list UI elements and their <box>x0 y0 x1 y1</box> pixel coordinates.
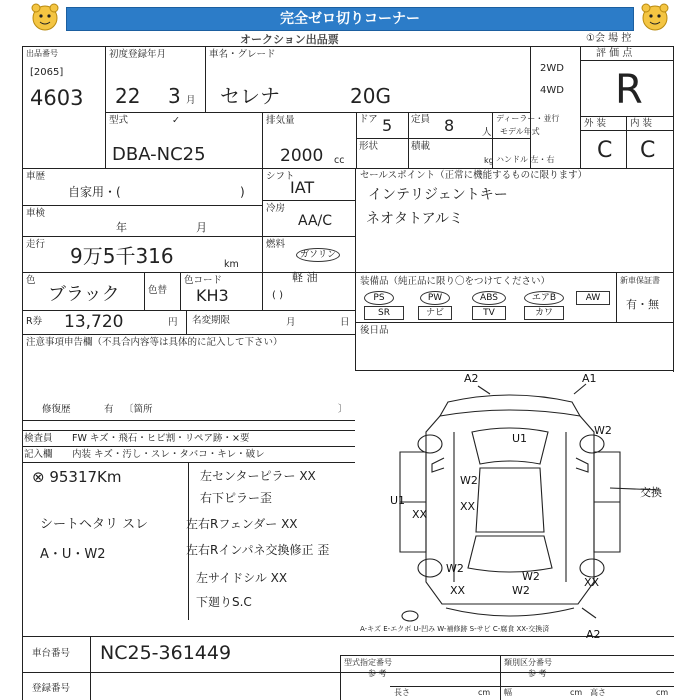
first-reg-year: 22 <box>115 84 141 108</box>
reg-expiry-day: 日 <box>340 317 350 328</box>
doors-value: 5 <box>382 116 393 135</box>
mark-xx-left: XX <box>412 508 428 521</box>
diagram-legend: A-キズ E-エクボ U-凹み W-補修跡 S-サビ C-腐食 XX-交換済 <box>360 625 550 633</box>
warranty-value: 有・無 <box>626 298 659 311</box>
model-label: 型式 <box>109 115 129 126</box>
remark-left-2: シートヘタリ スレ <box>40 517 149 532</box>
banner-title: 完全ゼロ切りコーナー <box>66 7 634 31</box>
inspector-values-1: FW キズ・飛石・ヒビ割・リペア跡・×要 <box>72 433 250 444</box>
load-unit: kg <box>484 156 494 165</box>
remark-right-6: 下廻りS.C <box>196 595 252 609</box>
score-value: R <box>615 67 643 113</box>
sales-point-label: セールスポイント（正常に機能するものに限ります） <box>360 170 588 181</box>
special-ref: 参 考 <box>368 669 387 678</box>
inspector-label-1: 検査員 <box>24 433 53 444</box>
back-seat-label: 後日品 <box>360 325 389 336</box>
displacement-value: 2000 <box>280 146 324 166</box>
lot-label: 出品番号 <box>26 49 58 58</box>
special-label: 型式指定番号 <box>344 658 392 667</box>
mark-a2-front: A2 <box>464 372 479 385</box>
car-grade: 20G <box>350 84 391 108</box>
warranty-label: 新車保証書 <box>620 276 660 285</box>
recycle-value: 13,720 <box>64 312 124 332</box>
remark-left-1: ⊗ 95317Km <box>32 468 122 486</box>
mark-xx-rear-left: XX <box>450 584 466 597</box>
repair-place: 〔箇所 <box>124 404 153 415</box>
mascot-right-icon <box>638 2 672 34</box>
car-name-label: 車名・グレード <box>209 49 276 60</box>
car-type-label: 車歴 <box>26 171 46 182</box>
mark-a1-front: A1 <box>582 372 597 385</box>
notes-label: 注意事項申告欄（不具合内容等は具体的に記入して下さい） <box>26 337 283 348</box>
lot-code: [2065] <box>30 67 64 78</box>
color-code-label: 色コード <box>184 275 223 286</box>
recycle-label: R券 <box>26 316 43 327</box>
aircon-label: 冷房 <box>266 203 286 214</box>
mark-w2-trunk: W2 <box>512 584 530 597</box>
steering-label: ハンドル 左・右 <box>496 155 555 164</box>
drive-2wd: 2WD <box>540 63 564 74</box>
equip-airbag: エアB <box>524 291 564 305</box>
remark-right-5: 左サイドシル XX <box>196 571 288 585</box>
equip-pw: PW <box>420 291 450 305</box>
score-int-label: 内 装 <box>630 118 653 129</box>
shift-value: IAT <box>290 178 315 197</box>
displacement-unit: cc <box>334 155 345 166</box>
score-ext-label: 外 装 <box>584 118 607 129</box>
damage-marks <box>390 372 662 641</box>
first-reg-label: 初度登録年月 <box>109 49 167 60</box>
mark-xx-rear-right: XX <box>584 576 600 589</box>
height-unit: cm <box>656 688 669 697</box>
shift-label: シフト <box>266 171 295 182</box>
reg-expiry-label: 名変期限 <box>192 315 231 326</box>
remark-right-4: 左右Rインパネ交換修正 歪 <box>186 543 330 557</box>
dealer-label: ディーラー・並行 <box>496 114 560 123</box>
registration-label: 登録番号 <box>32 683 71 694</box>
equip-abs: ABS <box>472 291 506 305</box>
displacement-label: 排気量 <box>266 115 295 126</box>
banner <box>0 0 700 36</box>
inspection-month: 月 <box>196 221 207 234</box>
color-label: 色 <box>26 275 36 286</box>
fuel-label: 燃料 <box>266 239 286 250</box>
recycle-unit: 円 <box>168 317 178 328</box>
mileage-value: 9万5千316 <box>70 244 174 268</box>
first-reg-month-unit: 月 <box>186 95 196 106</box>
mileage-label: 走行 <box>26 239 46 250</box>
sales-point-line2: ネオタトアルミ <box>366 211 464 227</box>
mark-u1-hood: U1 <box>512 432 528 445</box>
length-label: 長さ <box>394 688 410 697</box>
repair-value: 有 <box>104 404 114 415</box>
repair-close: 〕 <box>338 404 348 415</box>
equip-aw: AW <box>576 291 610 305</box>
height-label: 高さ <box>590 688 606 697</box>
shape-label: 形状 <box>359 141 379 152</box>
color-change-label: 色替 <box>148 285 168 296</box>
doors-label: ドア <box>359 114 378 125</box>
fuel-gas: ガソリン <box>296 248 340 262</box>
mark-w2-left-door: W2 <box>460 474 478 487</box>
mileage-unit: km <box>224 259 239 270</box>
load-label: 積載 <box>411 141 431 152</box>
first-reg-month: 3 <box>168 84 181 108</box>
model-year-label: モデル年式 <box>500 127 540 136</box>
equip-navi: ナビ <box>418 306 452 320</box>
width-label: 幅 <box>504 688 512 697</box>
score-ext: C <box>597 138 613 163</box>
equip-leather: カワ <box>524 306 564 320</box>
sales-point-line1: インテリジェントキー <box>368 187 508 203</box>
color-code: KH3 <box>196 286 229 305</box>
mark-w2-rear-left: W2 <box>446 562 464 575</box>
capacity-value: 8 <box>444 116 455 135</box>
car-outline <box>400 384 660 621</box>
car-damage-diagram <box>360 372 672 641</box>
mark-a2-rear: A2 <box>586 628 601 641</box>
category-ref: 参 考 <box>528 669 547 678</box>
mark-w2-rear: W2 <box>522 570 540 583</box>
mark-u1-left: U1 <box>390 494 406 507</box>
car-type-value: 自家用・( <box>68 185 121 199</box>
equip-ps: PS <box>364 291 394 305</box>
lot-number: 4603 <box>30 86 84 110</box>
car-name: セレナ <box>220 84 280 108</box>
mark-w2-right-front: W2 <box>594 424 612 437</box>
remark-left-3: A・U・W2 <box>40 547 106 562</box>
inspector-label-2: 記入欄 <box>24 449 53 460</box>
equipment-label: 装備品（純正品に限り〇をつけてください） <box>360 276 551 287</box>
chassis-value: NC25-361449 <box>100 642 232 664</box>
venue-label: ①会 場 控 <box>586 33 632 44</box>
drive-4wd: 4WD <box>540 85 564 96</box>
inspector-values-2: 内装 キズ・汚し・スレ・タバコ・キレ・破レ <box>72 449 265 460</box>
model-check: ✓ <box>172 115 180 126</box>
fuel-diesel: 軽 油 <box>292 271 318 284</box>
equip-tv: TV <box>472 306 506 320</box>
category-label: 類別区分番号 <box>504 658 552 667</box>
repair-label: 修復歴 <box>42 404 71 415</box>
inspection-year: 年 <box>116 221 127 234</box>
chassis-label: 車台番号 <box>32 648 71 659</box>
color-value: ブラック <box>48 284 120 305</box>
reg-expiry-month: 月 <box>286 317 296 328</box>
inspection-label: 車検 <box>26 208 46 219</box>
equip-sr: SR <box>364 306 404 320</box>
document-title: オークション出品票 <box>240 33 339 46</box>
capacity-label: 定員 <box>411 114 431 125</box>
remark-right-2: 右下ピラー歪 <box>200 491 273 505</box>
aircon-value: AA/C <box>298 213 333 229</box>
remark-right-3: 左右Rフェンダー XX <box>186 517 298 531</box>
score-int: C <box>640 138 656 163</box>
mascot-left-icon <box>28 2 62 34</box>
score-label: 評 価 点 <box>596 48 633 59</box>
fuel-paren: ( ) <box>272 290 283 301</box>
model-value: DBA-NC25 <box>112 144 206 165</box>
width-unit: cm <box>570 688 583 697</box>
length-unit: cm <box>478 688 491 697</box>
remark-right-1: 左センターピラー XX <box>200 469 316 483</box>
capacity-unit: 人 <box>482 127 492 138</box>
mark-xx-center: XX <box>460 500 476 513</box>
mark-exchange: 交換 <box>640 486 662 499</box>
